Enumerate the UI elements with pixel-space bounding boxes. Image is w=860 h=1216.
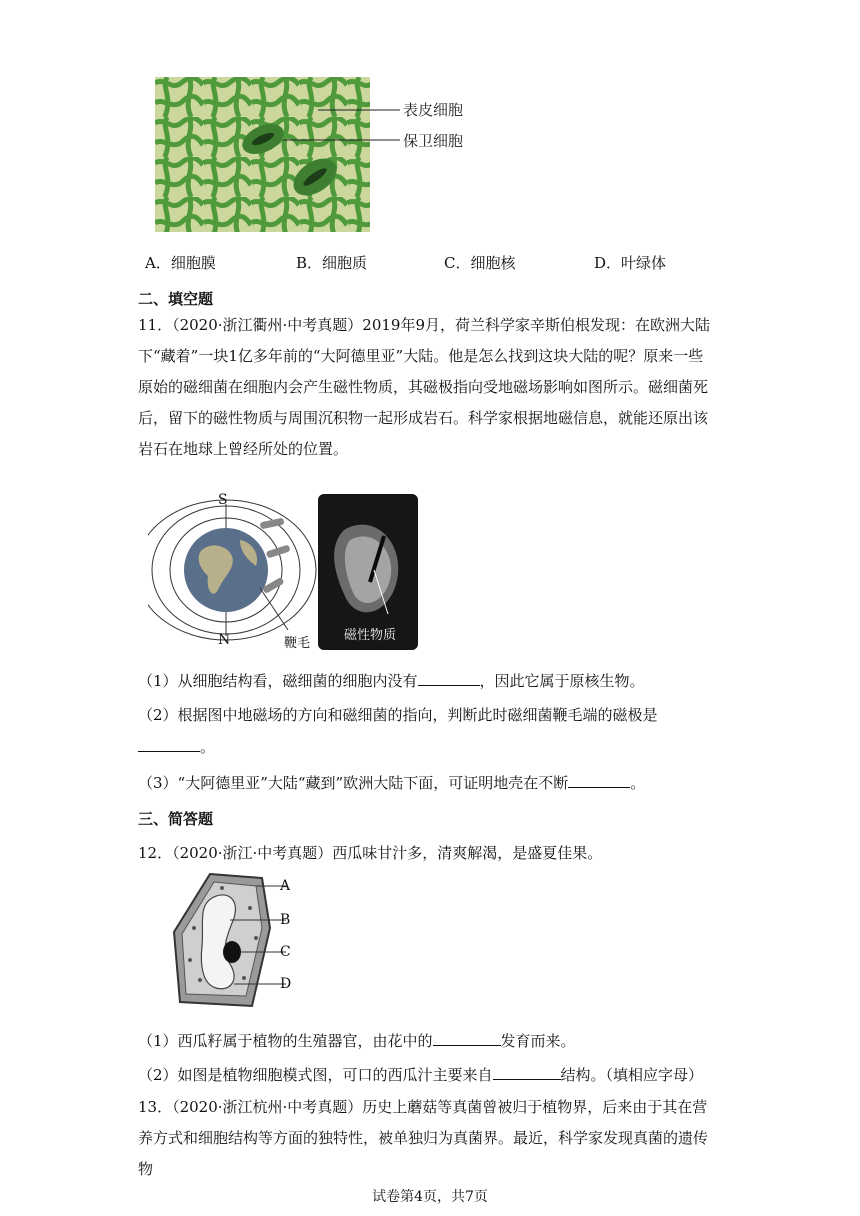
- label-magnetic-substance: 磁性物质: [344, 628, 397, 643]
- q12-stem: 12．（2020·浙江·中考真题）西瓜味甘汁多，清爽解渴，是盛夏佳果。: [138, 844, 603, 862]
- label-south-pole: S: [218, 492, 228, 508]
- label-north-pole: N: [218, 632, 231, 648]
- q11-sub1: （1）从细胞结构看，磁细菌的细胞内没有 ，因此它属于原核生物。: [138, 672, 645, 690]
- label-epidermis-cell: 表皮细胞: [403, 101, 464, 119]
- plant-cell-figure: [160, 868, 310, 1012]
- leaf-epidermis-figure: [155, 77, 475, 232]
- page-footer: 试卷第4页，共7页: [372, 1189, 488, 1205]
- q12-sub1: （1）西瓜籽属于植物的生殖器官，由花中的 发育而来。: [138, 1032, 576, 1050]
- answer-blank-1[interactable]: [418, 671, 480, 686]
- option-c: C．细胞核: [444, 254, 516, 272]
- option-d: D．叶绿体: [594, 254, 667, 272]
- answer-blank-2[interactable]: [138, 737, 200, 752]
- q11-stem: 11．（2020·浙江衢州·中考真题）2019年9月，荷兰科学家辛斯伯根发现：在欧洲大陆下“藏着”一块1亿多年前的“大阿德里亚”大陆。他是怎么找到这块大陆的呢？原来一些原始的磁细菌在细胞内会产生磁性物质，其磁极指向受地磁场影响如图所示。磁细菌死后，留下的磁性物质与周围沉积物一起形成岩石。科学家根据地磁信息，就能还原出该岩石在地球上曾经所处的位置。: [138, 316, 711, 458]
- label-c: C: [280, 944, 291, 960]
- answer-blank-4[interactable]: [433, 1031, 501, 1046]
- label-guard-cell: 保卫细胞: [403, 132, 464, 150]
- q11-sub3: （3）“大阿德里亚”大陆“藏到”欧洲大陆下面，可证明地壳在不断 。: [138, 774, 646, 792]
- section-title-short-answer: 三、简答题: [138, 810, 214, 828]
- label-flagellum: 鞭毛: [284, 636, 311, 651]
- answer-blank-3[interactable]: [568, 773, 630, 788]
- q11-sub2: （2）根据图中地磁场的方向和磁细菌的指向，判断此时磁细菌鞭毛端的磁极是: [138, 706, 658, 724]
- answer-blank-5[interactable]: [493, 1065, 561, 1080]
- section-title-fill-blank: 二、填空题: [138, 290, 214, 308]
- q11-sub2-cont: 。: [138, 736, 215, 757]
- option-b: B．细胞质: [296, 254, 368, 272]
- label-d: D: [280, 976, 292, 992]
- q13-stem: 13．（2020·浙江杭州·中考真题）历史上蘑菇等真菌曾被归于植物界，后来由于其在营养方式和细胞结构等方面的独特性，被单独归为真菌界。最近，科学家发现真菌的遗传物: [138, 1098, 709, 1178]
- q12-sub2: （2）如图是植物细胞模式图，可口的西瓜汁主要来自 结构。（填相应字母）: [138, 1066, 704, 1084]
- magnetic-bacteria-figure: [148, 490, 420, 652]
- option-a: A．细胞膜: [145, 254, 216, 272]
- label-b: B: [280, 912, 291, 928]
- label-a: A: [280, 878, 291, 894]
